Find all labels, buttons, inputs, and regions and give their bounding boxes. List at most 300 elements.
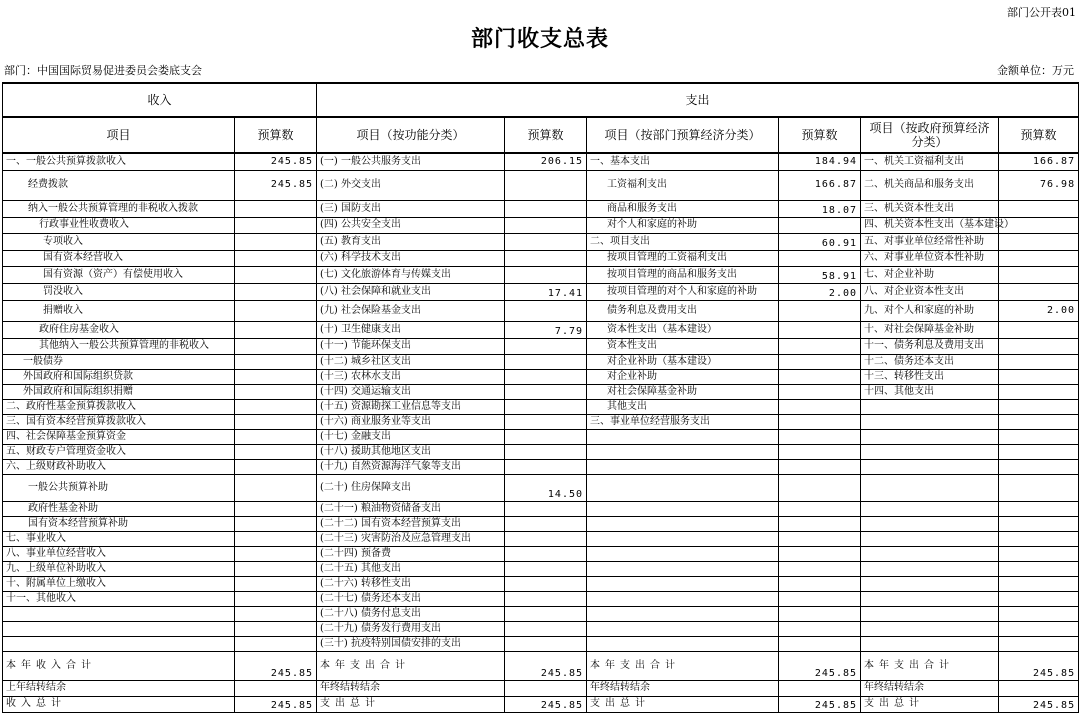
- cell-functional-item: (三十) 抗疫特别国债安排的支出: [317, 636, 505, 651]
- cell-item: 二、政府性基金预算拨款收入: [3, 399, 235, 414]
- cell-item: 国有资本经营预算补助: [3, 516, 235, 531]
- total-row: [3, 651, 1079, 680]
- cell-budget: 2.00: [999, 300, 1079, 321]
- cell-budget: [779, 300, 861, 321]
- cell-budget: [999, 266, 1079, 283]
- table-row: [3, 266, 1079, 283]
- table-row: [3, 321, 1079, 338]
- cell-budget: [235, 636, 317, 651]
- cell-budget: [235, 680, 317, 696]
- cell-functional-item: (四) 公共安全支出: [317, 217, 505, 233]
- total-row: [3, 680, 1079, 696]
- cell-budget: [505, 170, 587, 200]
- cell-budget: [779, 399, 861, 414]
- cell-budget: 245.85: [235, 170, 317, 200]
- cell-budget: 245.85: [505, 696, 587, 712]
- cell-gov-economic-item: [861, 459, 999, 474]
- cell-dept-economic-item: 对个人和家庭的补助: [587, 217, 779, 233]
- cell-budget: [505, 414, 587, 429]
- cell-dept-economic-item: 本年支出合计: [587, 651, 779, 680]
- cell-budget: [505, 354, 587, 369]
- cell-budget: [505, 338, 587, 354]
- cell-budget: 245.85: [235, 651, 317, 680]
- cell-dept-economic-item: [587, 531, 779, 546]
- cell-gov-economic-item: [861, 606, 999, 621]
- cell-budget: [999, 576, 1079, 591]
- cell-dept-economic-item: 按项目管理的对个人和家庭的补助: [587, 283, 779, 300]
- cell-functional-item: (十一) 节能环保支出: [317, 338, 505, 354]
- cell-item: 上年结转结余: [3, 680, 235, 696]
- cell-functional-item: (九) 社会保险基金支出: [317, 300, 505, 321]
- cell-budget: 14.50: [505, 474, 587, 501]
- cell-item: 八、事业单位经营收入: [3, 546, 235, 561]
- cell-functional-item: (十三) 农林水支出: [317, 369, 505, 384]
- cell-budget: [505, 300, 587, 321]
- cell-budget: [779, 250, 861, 266]
- cell-budget: [505, 399, 587, 414]
- table-row: [3, 546, 1079, 561]
- table-row: [3, 531, 1079, 546]
- cell-functional-item: (十五) 资源勘探工业信息等支出: [317, 399, 505, 414]
- cell-functional-item: (八) 社会保障和就业支出: [317, 283, 505, 300]
- cell-budget: [999, 606, 1079, 621]
- cell-gov-economic-item: 十二、债务还本支出: [861, 354, 999, 369]
- cell-budget: [235, 459, 317, 474]
- cell-budget: [235, 474, 317, 501]
- cell-budget: [235, 250, 317, 266]
- cell-dept-economic-item: 对社会保障基金补助: [587, 384, 779, 399]
- cell-dept-economic-item: [587, 621, 779, 636]
- table-row: [3, 399, 1079, 414]
- cell-budget: [779, 429, 861, 444]
- cell-budget: 245.85: [505, 651, 587, 680]
- cell-budget: 245.85: [999, 651, 1079, 680]
- cell-budget: 184.94: [779, 153, 861, 170]
- cell-item: 捐赠收入: [3, 300, 235, 321]
- cell-functional-item: (十) 卫生健康支出: [317, 321, 505, 338]
- table-row: [3, 576, 1079, 591]
- cell-functional-item: (二十七) 债务还本支出: [317, 591, 505, 606]
- cell-budget: [779, 369, 861, 384]
- cell-budget: [779, 321, 861, 338]
- cell-budget: [505, 501, 587, 516]
- cell-functional-item: (十八) 援助其他地区支出: [317, 444, 505, 459]
- cell-budget: [779, 474, 861, 501]
- cell-budget: [999, 369, 1079, 384]
- cell-functional-item: (二十九) 债务发行费用支出: [317, 621, 505, 636]
- cell-budget: [999, 338, 1079, 354]
- cell-item: 三、国有资本经营预算拨款收入: [3, 414, 235, 429]
- cell-budget: [779, 621, 861, 636]
- table-row: [3, 338, 1079, 354]
- cell-budget: [999, 399, 1079, 414]
- cell-item: 政府住房基金收入: [3, 321, 235, 338]
- cell-budget: 76.98: [999, 170, 1079, 200]
- table-row: [3, 459, 1079, 474]
- table-row: [3, 283, 1079, 300]
- table-row: [3, 636, 1079, 651]
- table-row: [3, 591, 1079, 606]
- budget-summary-table: [2, 82, 1079, 713]
- cell-budget: [505, 680, 587, 696]
- cell-functional-item: (七) 文化旅游体育与传媒支出: [317, 266, 505, 283]
- cell-dept-economic-item: [587, 606, 779, 621]
- cell-dept-economic-item: 资本性支出（基本建设）: [587, 321, 779, 338]
- cell-budget: [999, 233, 1079, 250]
- cell-item: [3, 636, 235, 651]
- col-header-gov-economic-item: 项目（按政府预算经济分类）: [861, 117, 999, 153]
- cell-item: 一般债券: [3, 354, 235, 369]
- table-row: [3, 217, 1079, 233]
- cell-budget: [999, 531, 1079, 546]
- cell-budget: 245.85: [779, 651, 861, 680]
- cell-budget: [999, 636, 1079, 651]
- cell-budget: [999, 321, 1079, 338]
- cell-budget: [779, 414, 861, 429]
- cell-budget: [779, 591, 861, 606]
- cell-budget: [999, 474, 1079, 501]
- cell-budget: [235, 384, 317, 399]
- cell-budget: [235, 591, 317, 606]
- cell-dept-economic-item: [587, 459, 779, 474]
- cell-budget: [999, 384, 1079, 399]
- cell-budget: 206.15: [505, 153, 587, 170]
- cell-item: 国有资源（资产）有偿使用收入: [3, 266, 235, 283]
- table-row: [3, 300, 1079, 321]
- cell-item: 行政事业性收费收入: [3, 217, 235, 233]
- cell-gov-economic-item: 本年支出合计: [861, 651, 999, 680]
- cell-item: 政府性基金补助: [3, 501, 235, 516]
- cell-budget: [999, 516, 1079, 531]
- cell-budget: [505, 516, 587, 531]
- cell-dept-economic-item: [587, 636, 779, 651]
- col-header-dept-economic-item: 项目（按部门预算经济分类）: [587, 117, 779, 153]
- cell-gov-economic-item: 四、机关资本性支出（基本建设）: [861, 217, 999, 233]
- cell-gov-economic-item: [861, 621, 999, 636]
- cell-item: 六、上级财政补助收入: [3, 459, 235, 474]
- table-row: [3, 250, 1079, 266]
- cell-budget: [779, 636, 861, 651]
- cell-functional-item: (二十四) 预备费: [317, 546, 505, 561]
- cell-budget: [999, 459, 1079, 474]
- cell-dept-economic-item: [587, 429, 779, 444]
- cell-functional-item: (二十) 住房保障支出: [317, 474, 505, 501]
- cell-budget: [779, 680, 861, 696]
- col-header-budget: 预算数: [505, 117, 587, 153]
- cell-functional-item: (十四) 交通运输支出: [317, 384, 505, 399]
- cell-functional-item: (二十二) 国有资本经营预算支出: [317, 516, 505, 531]
- cell-budget: 17.41: [505, 283, 587, 300]
- cell-budget: [779, 531, 861, 546]
- cell-budget: [999, 283, 1079, 300]
- cell-budget: [779, 459, 861, 474]
- cell-budget: [505, 576, 587, 591]
- table-row: [3, 233, 1079, 250]
- cell-functional-item: (十六) 商业服务业等支出: [317, 414, 505, 429]
- cell-budget: [235, 444, 317, 459]
- cell-gov-economic-item: [861, 636, 999, 651]
- cell-budget: [505, 369, 587, 384]
- table-row: [3, 354, 1079, 369]
- cell-budget: [505, 266, 587, 283]
- cell-budget: [235, 429, 317, 444]
- cell-gov-economic-item: [861, 561, 999, 576]
- cell-budget: [235, 576, 317, 591]
- cell-gov-economic-item: [861, 429, 999, 444]
- table-row: [3, 200, 1079, 217]
- cell-dept-economic-item: 商品和服务支出: [587, 200, 779, 217]
- table-row: [3, 444, 1079, 459]
- cell-budget: 166.87: [999, 153, 1079, 170]
- cell-gov-economic-item: 年终结转结余: [861, 680, 999, 696]
- cell-dept-economic-item: 一、基本支出: [587, 153, 779, 170]
- table-row: [3, 561, 1079, 576]
- cell-budget: [505, 217, 587, 233]
- cell-gov-economic-item: 七、对企业补助: [861, 266, 999, 283]
- cell-gov-economic-item: 十三、转移性支出: [861, 369, 999, 384]
- cell-functional-item: (一) 一般公共服务支出: [317, 153, 505, 170]
- cell-budget: [235, 399, 317, 414]
- cell-budget: [505, 606, 587, 621]
- cell-budget: 245.85: [235, 153, 317, 170]
- cell-budget: 18.07: [779, 200, 861, 217]
- cell-item: 七、事业收入: [3, 531, 235, 546]
- cell-budget: [235, 501, 317, 516]
- cell-dept-economic-item: 按项目管理的商品和服务支出: [587, 266, 779, 283]
- cell-gov-economic-item: [861, 591, 999, 606]
- cell-budget: [779, 516, 861, 531]
- cell-gov-economic-item: [861, 399, 999, 414]
- cell-budget: [505, 561, 587, 576]
- cell-dept-economic-item: [587, 474, 779, 501]
- cell-budget: [235, 369, 317, 384]
- cell-budget: [779, 561, 861, 576]
- group-header-row: [3, 83, 1079, 117]
- cell-dept-economic-item: [587, 501, 779, 516]
- cell-dept-economic-item: 按项目管理的工资福利支出: [587, 250, 779, 266]
- cell-functional-item: (二十八) 债务付息支出: [317, 606, 505, 621]
- cell-budget: [999, 354, 1079, 369]
- cell-budget: [505, 591, 587, 606]
- cell-item: 其他纳入一般公共预算管理的非税收入: [3, 338, 235, 354]
- cell-budget: [505, 250, 587, 266]
- cell-dept-economic-item: 债务利息及费用支出: [587, 300, 779, 321]
- cell-gov-economic-item: 十、对社会保障基金补助: [861, 321, 999, 338]
- cell-functional-item: 支出总计: [317, 696, 505, 712]
- cell-budget: [235, 321, 317, 338]
- cell-dept-economic-item: 对企业补助（基本建设）: [587, 354, 779, 369]
- expense-group-header: 支出: [317, 83, 1079, 117]
- cell-gov-economic-item: 五、对事业单位经常性补助: [861, 233, 999, 250]
- col-header-budget: 预算数: [999, 117, 1079, 153]
- cell-budget: [999, 546, 1079, 561]
- cell-budget: [235, 354, 317, 369]
- table-row: [3, 369, 1079, 384]
- cell-gov-economic-item: 二、机关商品和服务支出: [861, 170, 999, 200]
- cell-gov-economic-item: [861, 414, 999, 429]
- cell-gov-economic-item: 九、对个人和家庭的补助: [861, 300, 999, 321]
- table-row: [3, 606, 1079, 621]
- cell-budget: [999, 429, 1079, 444]
- cell-functional-item: (十九) 自然资源海洋气象等支出: [317, 459, 505, 474]
- cell-dept-economic-item: [587, 516, 779, 531]
- cell-item: 四、社会保障基金预算资金: [3, 429, 235, 444]
- cell-budget: [999, 414, 1079, 429]
- cell-budget: [505, 546, 587, 561]
- table-row: [3, 621, 1079, 636]
- cell-budget: 7.79: [505, 321, 587, 338]
- cell-budget: [235, 546, 317, 561]
- column-header-row: [3, 117, 1079, 153]
- cell-item: 五、财政专户管理资金收入: [3, 444, 235, 459]
- col-header-budget: 预算数: [235, 117, 317, 153]
- cell-budget: [235, 531, 317, 546]
- cell-functional-item: (二十五) 其他支出: [317, 561, 505, 576]
- cell-functional-item: (二十六) 转移性支出: [317, 576, 505, 591]
- cell-functional-item: (二十三) 灾害防治及应急管理支出: [317, 531, 505, 546]
- cell-budget: 245.85: [235, 696, 317, 712]
- cell-item: 本年收入合计: [3, 651, 235, 680]
- col-header-functional-item: 项目（按功能分类）: [317, 117, 505, 153]
- amount-unit-label: 金额单位：万元: [997, 64, 1074, 77]
- table-row: [3, 384, 1079, 399]
- table-row: [3, 429, 1079, 444]
- table-row: [3, 474, 1079, 501]
- cell-gov-economic-item: [861, 546, 999, 561]
- cell-gov-economic-item: 三、机关资本性支出: [861, 200, 999, 217]
- cell-gov-economic-item: 六、对事业单位资本性补助: [861, 250, 999, 266]
- cell-budget: [235, 300, 317, 321]
- total-row: [3, 696, 1079, 712]
- cell-budget: [505, 200, 587, 217]
- cell-gov-economic-item: 一、机关工资福利支出: [861, 153, 999, 170]
- cell-budget: [999, 680, 1079, 696]
- cell-budget: [235, 217, 317, 233]
- col-header-item: 项目: [3, 117, 235, 153]
- cell-item: 十、附属单位上缴收入: [3, 576, 235, 591]
- department-label: 部门：中国国际贸易促进委员会娄底支会: [4, 64, 202, 77]
- col-header-budget: 预算数: [779, 117, 861, 153]
- cell-budget: [999, 621, 1079, 636]
- cell-dept-economic-item: [587, 591, 779, 606]
- table-row: [3, 414, 1079, 429]
- cell-item: 纳入一般公共预算管理的非税收入拨款: [3, 200, 235, 217]
- cell-budget: [505, 621, 587, 636]
- cell-dept-economic-item: 支出总计: [587, 696, 779, 712]
- income-group-header: 收入: [3, 83, 317, 117]
- cell-item: [3, 621, 235, 636]
- cell-dept-economic-item: 对企业补助: [587, 369, 779, 384]
- cell-item: 罚没收入: [3, 283, 235, 300]
- cell-gov-economic-item: [861, 501, 999, 516]
- cell-budget: [779, 217, 861, 233]
- cell-budget: [505, 459, 587, 474]
- cell-budget: 60.91: [779, 233, 861, 250]
- cell-dept-economic-item: 二、项目支出: [587, 233, 779, 250]
- cell-budget: [235, 233, 317, 250]
- cell-budget: [235, 283, 317, 300]
- cell-functional-item: (三) 国防支出: [317, 200, 505, 217]
- cell-item: 收入总计: [3, 696, 235, 712]
- cell-item: [3, 606, 235, 621]
- cell-item: 一般公共预算补助: [3, 474, 235, 501]
- cell-gov-economic-item: 十四、其他支出: [861, 384, 999, 399]
- cell-budget: 166.87: [779, 170, 861, 200]
- table-row: [3, 516, 1079, 531]
- cell-item: 专项收入: [3, 233, 235, 250]
- cell-functional-item: (五) 教育支出: [317, 233, 505, 250]
- cell-budget: [999, 501, 1079, 516]
- cell-functional-item: 年终结转结余: [317, 680, 505, 696]
- cell-gov-economic-item: [861, 516, 999, 531]
- cell-budget: [999, 591, 1079, 606]
- cell-dept-economic-item: [587, 444, 779, 459]
- cell-functional-item: (二) 外交支出: [317, 170, 505, 200]
- cell-budget: [779, 576, 861, 591]
- cell-budget: [505, 636, 587, 651]
- cell-item: 国有资本经营收入: [3, 250, 235, 266]
- cell-budget: [779, 546, 861, 561]
- cell-budget: [779, 354, 861, 369]
- cell-gov-economic-item: 八、对企业资本性支出: [861, 283, 999, 300]
- cell-functional-item: (二十一) 粮油物资储备支出: [317, 501, 505, 516]
- cell-dept-economic-item: [587, 546, 779, 561]
- cell-budget: [235, 516, 317, 531]
- cell-budget: 245.85: [999, 696, 1079, 712]
- cell-budget: 58.91: [779, 266, 861, 283]
- cell-dept-economic-item: 三、事业单位经营服务支出: [587, 414, 779, 429]
- cell-budget: [999, 200, 1079, 217]
- cell-functional-item: (十二) 城乡社区支出: [317, 354, 505, 369]
- cell-item: 经费拨款: [3, 170, 235, 200]
- cell-budget: [999, 561, 1079, 576]
- cell-budget: [235, 200, 317, 217]
- cell-budget: [235, 606, 317, 621]
- cell-budget: [999, 444, 1079, 459]
- cell-budget: [999, 250, 1079, 266]
- cell-budget: [235, 561, 317, 576]
- cell-item: 外国政府和国际组织捐赠: [3, 384, 235, 399]
- cell-budget: [505, 531, 587, 546]
- cell-budget: 245.85: [779, 696, 861, 712]
- cell-functional-item: (十七) 金融支出: [317, 429, 505, 444]
- page-title: 部门收支总表: [470, 26, 609, 52]
- cell-budget: [779, 606, 861, 621]
- cell-gov-economic-item: 十一、债务利息及费用支出: [861, 338, 999, 354]
- cell-item: 十一、其他收入: [3, 591, 235, 606]
- cell-dept-economic-item: 其他支出: [587, 399, 779, 414]
- cell-dept-economic-item: [587, 561, 779, 576]
- cell-gov-economic-item: [861, 474, 999, 501]
- cell-budget: [779, 501, 861, 516]
- form-number: 部门公开表01: [1007, 6, 1076, 19]
- cell-budget: [505, 444, 587, 459]
- cell-budget: [235, 414, 317, 429]
- cell-budget: [235, 621, 317, 636]
- cell-dept-economic-item: 年终结转结余: [587, 680, 779, 696]
- cell-gov-economic-item: [861, 444, 999, 459]
- table-row: [3, 153, 1079, 170]
- cell-item: 九、上级单位补助收入: [3, 561, 235, 576]
- table-row: [3, 501, 1079, 516]
- cell-budget: 2.00: [779, 283, 861, 300]
- cell-dept-economic-item: 资本性支出: [587, 338, 779, 354]
- cell-dept-economic-item: [587, 576, 779, 591]
- cell-budget: [779, 338, 861, 354]
- cell-item: 外国政府和国际组织贷款: [3, 369, 235, 384]
- cell-dept-economic-item: 工资福利支出: [587, 170, 779, 200]
- cell-gov-economic-item: [861, 531, 999, 546]
